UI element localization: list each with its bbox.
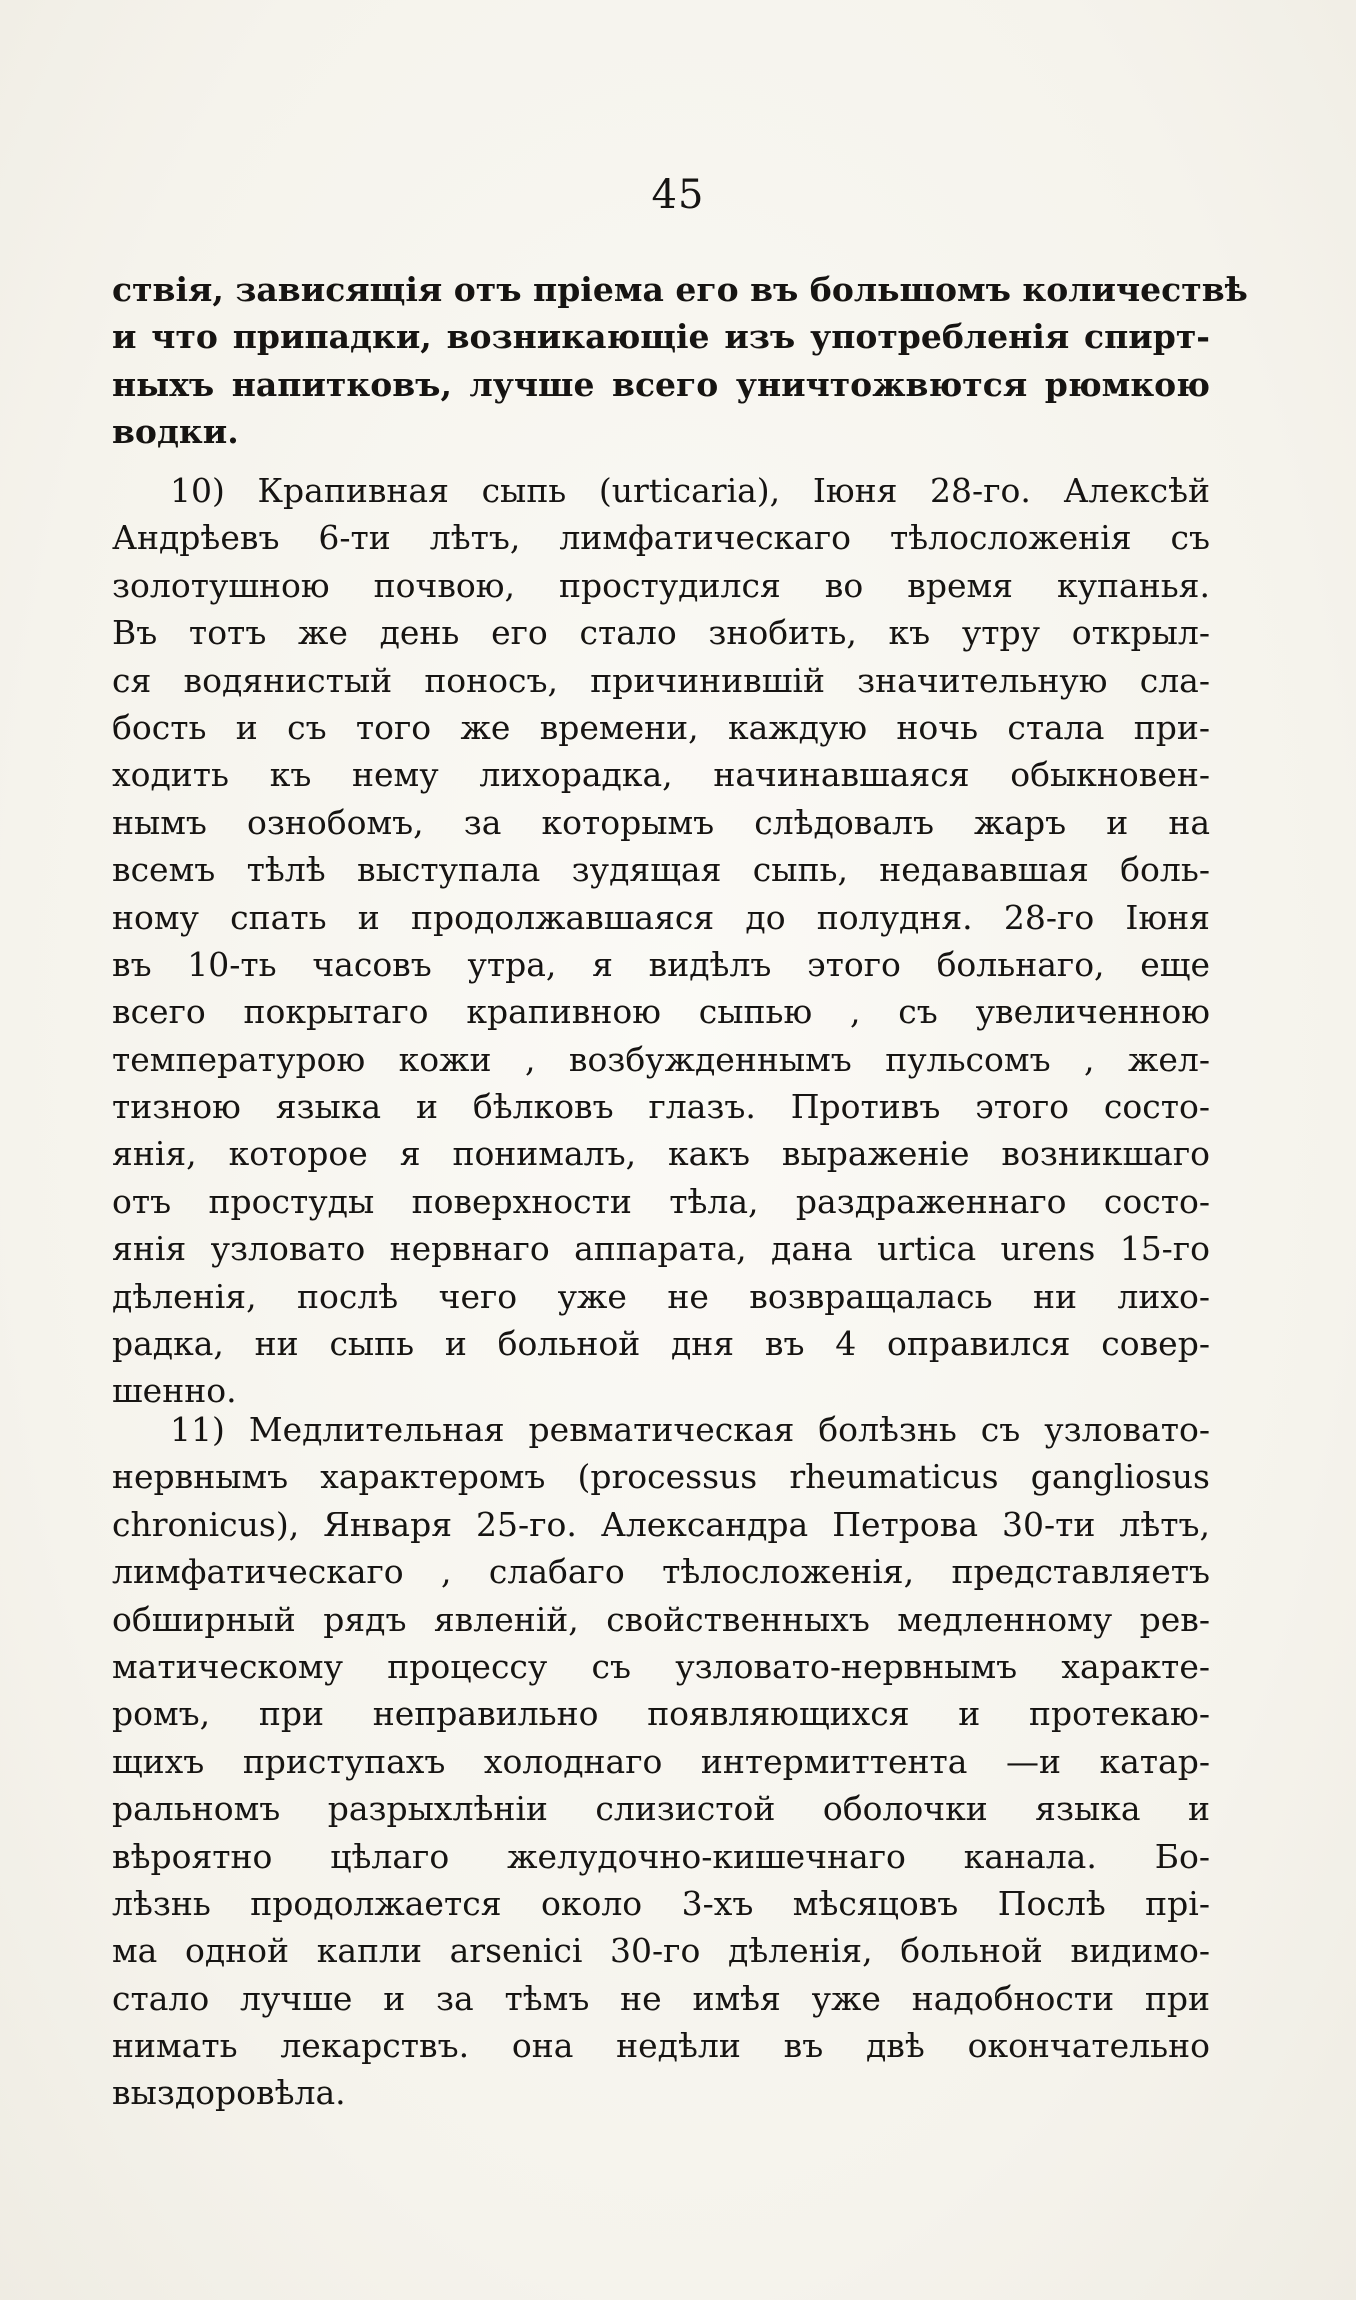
text-line: всемъ тѣлѣ выступала зудящая сыпь, недававшая боль- <box>112 850 1210 890</box>
text-line: ствія, зависящія отъ пріема его въ большомъ количествѣ <box>112 270 1248 309</box>
text-line: нимать лекарствъ. она недѣли въ двѣ окончательно <box>112 2026 1210 2066</box>
paragraph-3 <box>112 1406 1210 2117</box>
text-line: нымъ ознобомъ, за которымъ слѣдовалъ жаръ и на <box>112 802 1210 842</box>
text-line: радка, ни сыпь и больной дня въ 4 оправился совер- <box>112 1324 1210 1364</box>
text-line: лѣзнь продолжается около 3-хъ мѣсяцовъ Послѣ прі- <box>112 1883 1210 1923</box>
text-line: ральномъ разрыхлѣніи слизистой оболочки языка и <box>112 1789 1210 1829</box>
text-line: всего покрытаго крапивною сыпью , съ увеличенною <box>112 992 1210 1032</box>
text-line: ма одной капли arsenici 30-го дѣленія, больной видимо- <box>112 1931 1210 1971</box>
text-line: дѣленія, послѣ чего уже не возвращалась ни лихо- <box>112 1276 1210 1316</box>
text-line: тизною языка и бѣлковъ глазъ. Противъ этого состо- <box>112 1087 1210 1127</box>
text-line: щихъ приступахъ холоднаго интермиттента —и катар- <box>112 1741 1210 1781</box>
text-line: золотушною почвою, простудился во время купанья. <box>112 565 1210 605</box>
text-line: водки. <box>112 412 239 452</box>
text-line: бость и съ того же времени, каждую ночь стала при- <box>112 707 1210 747</box>
text-line: нервнымъ характеромъ (processus rheumaticus gangliosus <box>112 1457 1210 1497</box>
text-line: Андрѣевъ 6-ти лѣтъ, лимфатическаго тѣлосложенія съ <box>112 518 1210 558</box>
page-number: 45 <box>651 172 705 218</box>
text-line: ся водянистый поносъ, причинившій значительную сла- <box>112 660 1210 700</box>
text-line: лимфатическаго , слабаго тѣлосложенія, представляетъ <box>112 1552 1210 1592</box>
text-line: матическому процессу съ узловато-нервнымъ характе- <box>112 1646 1210 1686</box>
text-line: ромъ, при неправильно появляющихся и протекаю- <box>112 1694 1210 1734</box>
text-line: ному спать и продолжавшаяся до полудня. 28-го Іюня <box>112 897 1210 937</box>
text-line: ходить къ нему лихорадка, начинавшаяся обыкновен- <box>112 755 1210 795</box>
paragraph-2 <box>112 467 1210 1415</box>
text-line: Въ тотъ же день его стало знобить, къ утру открыл- <box>112 613 1210 653</box>
text-line: chronicus), Января 25-го. Александра Петрова 30-ти лѣтъ, <box>112 1504 1210 1544</box>
text-line: отъ простуды поверхности тѣла, раздраженнаго состо- <box>112 1181 1210 1221</box>
text-line: выздоровѣла. <box>112 2073 346 2113</box>
text-line: стало лучше и за тѣмъ не имѣя уже надобности при <box>112 1978 1210 2018</box>
text-line: 10) Крапивная сыпь (urticaria), Іюня 28-го. Алексѣй <box>170 471 1210 510</box>
text-line: и что припадки, возникающіе изъ употребленія спирт- <box>112 317 1210 357</box>
text-line: ныхъ напитковъ, лучше всего уничтожвются рюмкою <box>112 364 1210 404</box>
text-line: 11) Медлительная ревматическая болѣзнь съ узловато- <box>170 1410 1210 1449</box>
text-line: температурою кожи , возбужденнымъ пульсомъ , жел- <box>112 1039 1210 1079</box>
text-line: обширный рядъ явленій, свойственныхъ медленному рев- <box>112 1599 1210 1639</box>
paragraph-1 <box>112 266 1248 456</box>
text-line: вѣроятно цѣлаго желудочно-кишечнаго канала. Бо- <box>112 1836 1210 1876</box>
text-line: янія узловато нервнаго аппарата, дана urtica urens 15-го <box>112 1229 1210 1269</box>
text-line: янія, которое я понималъ, какъ выраженіе возникшаго <box>112 1134 1210 1174</box>
text-line: въ 10-ть часовъ утра, я видѣлъ этого больнаго, еще <box>112 944 1210 984</box>
text-line: шенно. <box>112 1371 237 1411</box>
